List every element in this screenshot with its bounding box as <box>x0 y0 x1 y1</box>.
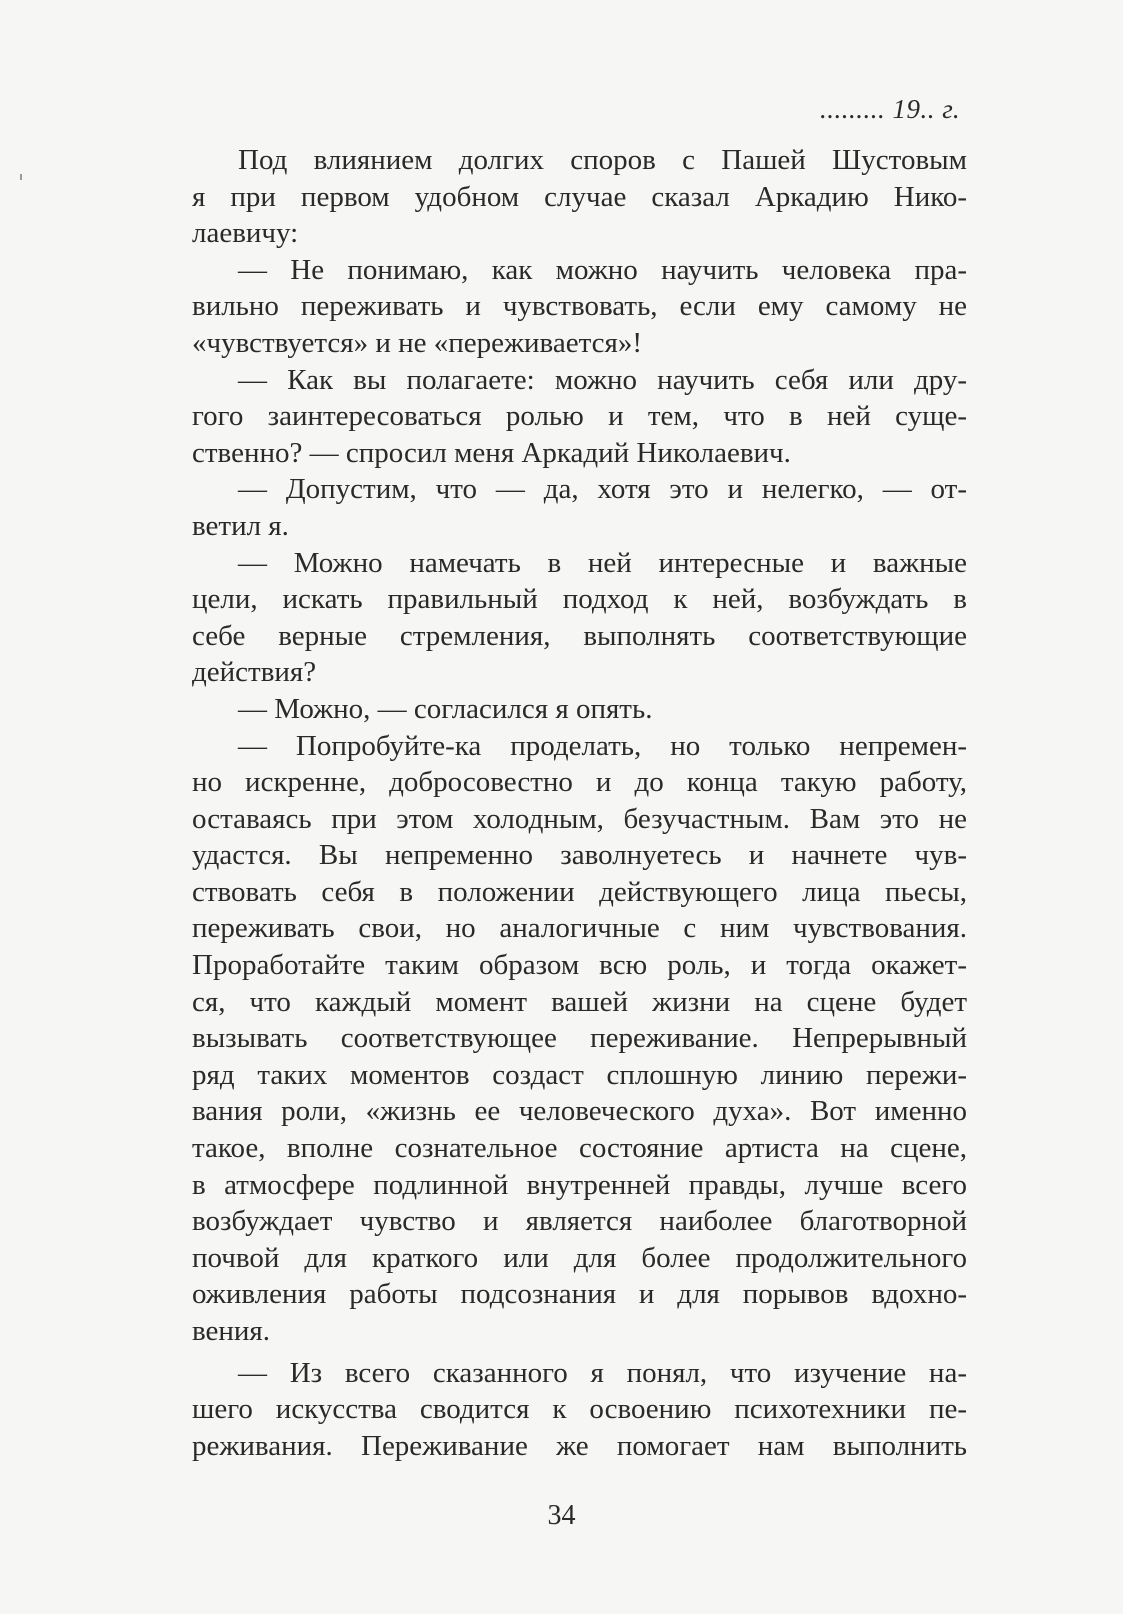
body-text <box>192 142 967 1464</box>
text-line: Проработайте таким образом всю роль, и тогда окажет- <box>192 949 967 982</box>
text-line: ствовать себя в положении действующего лица пьесы, <box>192 875 967 908</box>
text-line: себе верные стремления, выполнять соответствующие <box>192 619 967 652</box>
text-line: — Можно намечать в ней интересные и важные <box>238 546 967 579</box>
text-line: возбуждает чувство и является наиболее благотворной <box>192 1205 967 1238</box>
text-line: лаевичу: <box>192 217 299 250</box>
text-line: удастся. Вы непременно заволнуетесь и начнете чув- <box>192 839 967 872</box>
text-line: — Не понимаю, как можно научить человека пра- <box>238 253 967 286</box>
text-line: ветил я. <box>192 509 289 542</box>
text-line: оживления работы подсознания и для порывов вдохно- <box>192 1278 967 1311</box>
text-line: цели, искать правильный подход к ней, возбуждать в <box>192 583 967 616</box>
text-line: реживания. Переживание же помогает нам выполнить <box>192 1429 967 1462</box>
text-line: оставаясь при этом холодным, безучастным. Вам это не <box>192 802 967 835</box>
page-number: 34 <box>547 1500 576 1531</box>
text-line: вильно переживать и чувствовать, если ему самому не <box>192 290 967 323</box>
scan-speck <box>20 174 22 180</box>
text-line: такое, вполне сознательное состояние артиста на сцене, <box>192 1132 967 1165</box>
text-line: действия? <box>192 656 317 689</box>
text-line: — Допустим, что — да, хотя это и нелегко, — от- <box>238 473 967 506</box>
text-line: но искренне, добросовестно и до конца такую работу, <box>192 766 967 799</box>
text-line: я при первом удобном случае сказал Аркадию Нико- <box>192 180 967 213</box>
text-line: — Как вы полагаете: можно научить себя или дру- <box>238 363 967 396</box>
text-line: «чувствуется» и не «переживается»! <box>192 326 643 359</box>
text-line: шего искусства сводится к освоению психотехники пе- <box>192 1393 967 1426</box>
text-line: гого заинтересоваться ролью и тем, что в ней суще- <box>192 400 967 433</box>
text-line: — Можно, — согласился я опять. <box>238 692 653 725</box>
running-head: ......... 19.. г. <box>820 94 961 124</box>
text-line: — Попробуйте-ка проделать, но только непремен- <box>238 729 967 762</box>
text-line: вения. <box>192 1315 271 1347</box>
text-line: вызывать соответствующее переживание. Непрерывный <box>192 1022 967 1055</box>
text-line: ственно? — спросил меня Аркадий Николаевич. <box>192 436 791 469</box>
text-line: ся, что каждый момент вашей жизни на сцене будет <box>192 985 967 1018</box>
text-line: почвой для краткого или для более продолжительного <box>192 1241 967 1274</box>
text-line: — Из всего сказанного я понял, что изучение на- <box>238 1356 967 1389</box>
text-line: в атмосфере подлинной внутренней правды, лучше всего <box>192 1168 967 1201</box>
text-line: ряд таких моментов создаст сплошную линию пережи- <box>192 1058 967 1091</box>
text-line: вания роли, «жизнь ее человеческого духа». Вот именно <box>192 1095 967 1128</box>
text-line: Под влиянием долгих споров с Пашей Шустовым <box>238 144 967 176</box>
text-line: переживать свои, но аналогичные с ним чувствования. <box>192 912 967 945</box>
